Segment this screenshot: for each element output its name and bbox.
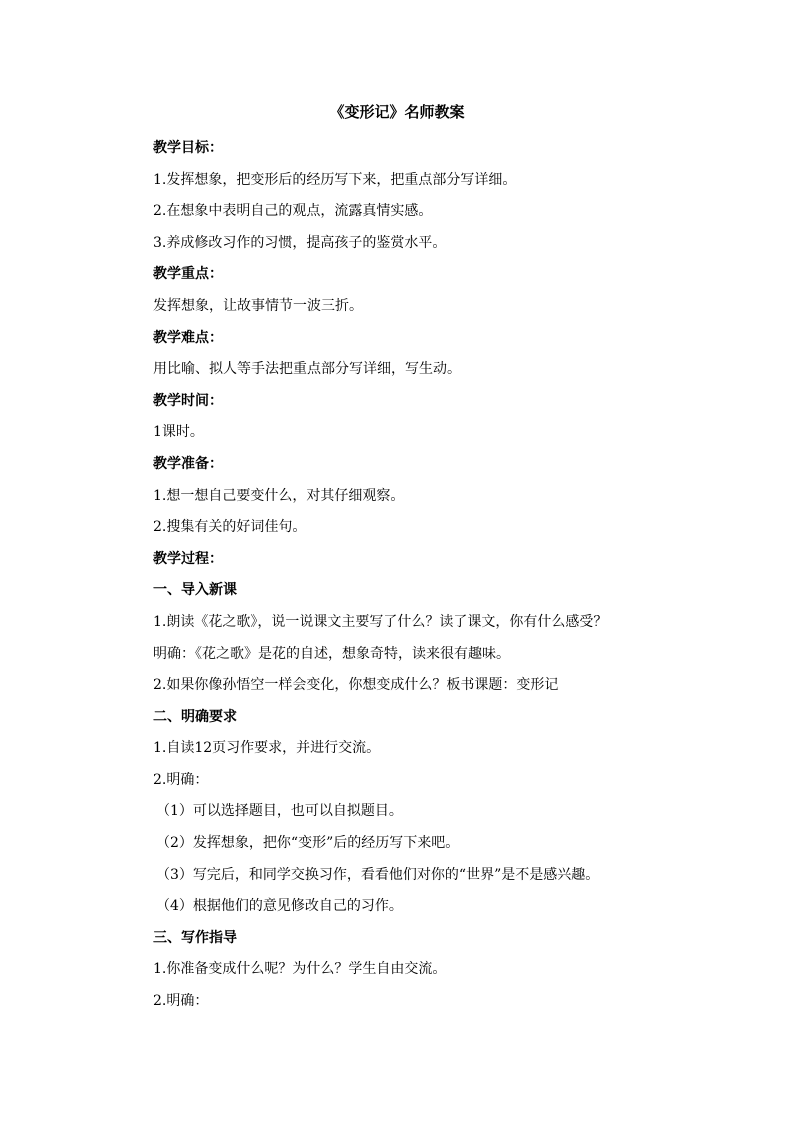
paragraph: 1.发挥想象，把变形后的经历写下来，把重点部分写详细。 <box>153 171 517 188</box>
section-heading-time: 教学时间： <box>153 392 223 409</box>
section-heading-key-points: 教学重点： <box>153 266 223 283</box>
paragraph: 1.想一想自己要变什么，对其仔细观察。 <box>153 487 405 504</box>
paragraph: 1.自读12页习作要求，并进行交流。 <box>153 740 381 757</box>
document-title: 《变形记》名师教案 <box>329 103 465 121</box>
subsection-heading-requirements: 二、明确要求 <box>153 708 237 725</box>
list-item: （3）写完后，和同学交换习作，看看他们对你的“世界”是不是感兴趣。 <box>156 866 600 883</box>
document-body <box>153 133 713 1018</box>
section-heading-difficulties: 教学难点： <box>153 329 223 346</box>
section-heading-process: 教学过程： <box>153 550 223 567</box>
section-heading-preparation: 教学准备： <box>153 455 223 472</box>
paragraph: 2.明确： <box>153 771 209 788</box>
list-item: （1）可以选择题目，也可以自拟题目。 <box>156 803 403 820</box>
paragraph: 1.你准备变成什么呢？为什么？学生自由交流。 <box>153 961 447 978</box>
paragraph: 发挥想象，让故事情节一波三折。 <box>153 297 363 314</box>
paragraph: 用比喻、拟人等手法把重点部分写详细，写生动。 <box>153 361 461 378</box>
subsection-heading-writing-guide: 三、写作指导 <box>153 929 237 946</box>
paragraph: 2.明确： <box>153 993 209 1010</box>
paragraph: 1课时。 <box>153 424 204 441</box>
list-item: （4）根据他们的意见修改自己的习作。 <box>156 898 403 915</box>
section-heading-objectives: 教学目标： <box>153 140 223 156</box>
paragraph: 2.在想象中表明自己的观点，流露真情实感。 <box>153 203 433 220</box>
paragraph: 1.朗读《花之歌》，说一说课文主要写了什么？读了课文，你有什么感受？ <box>153 613 608 630</box>
paragraph: 2.如果你像孙悟空一样会变化，你想变成什么？板书课题：变形记 <box>153 677 559 694</box>
paragraph: 3.养成修改习作的习惯，提高孩子的鉴赏水平。 <box>153 234 447 251</box>
subsection-heading-intro: 一、导入新课 <box>153 582 237 599</box>
paragraph: 2.搜集有关的好词佳句。 <box>153 519 307 536</box>
list-item: （2）发挥想象，把你“变形”后的经历写下来吧。 <box>156 835 460 852</box>
paragraph: 明确：《花之歌》是花的自述，想象奇特，读来很有趣味。 <box>153 645 510 662</box>
